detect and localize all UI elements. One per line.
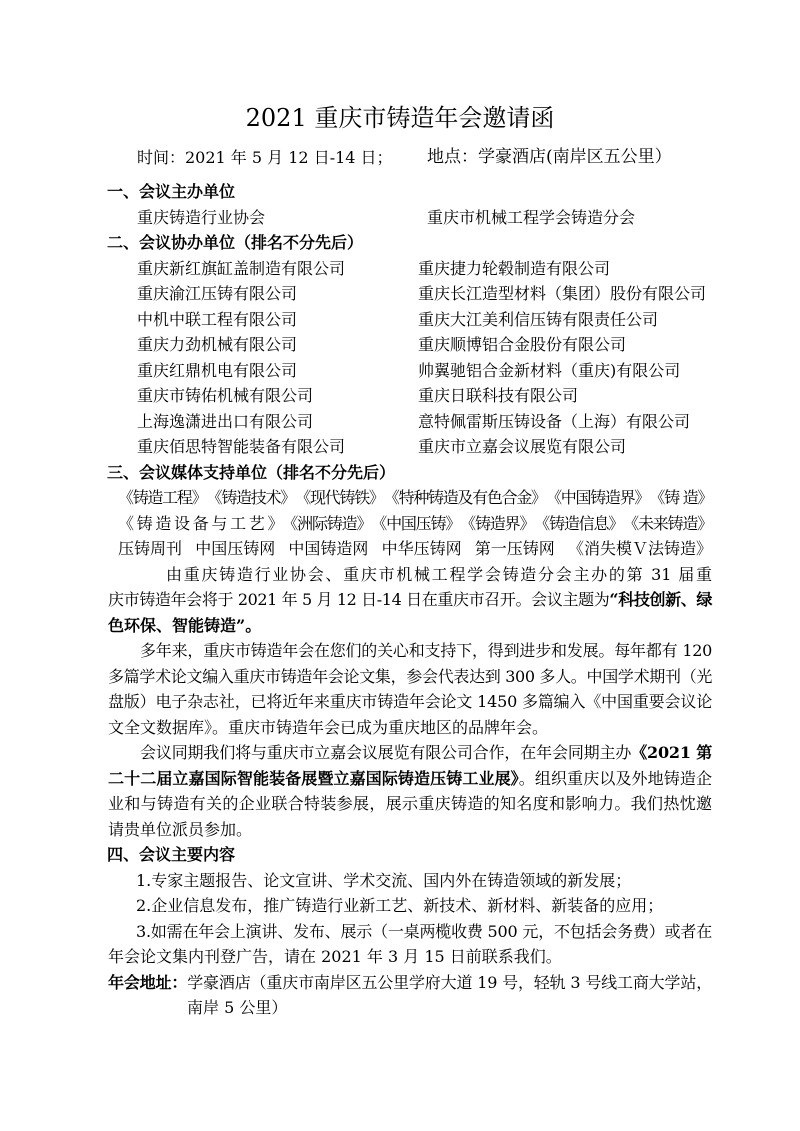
paragraph-line	[108, 791, 712, 817]
media-outlet: 《铸造界》	[460, 513, 535, 533]
agenda-item	[136, 893, 800, 919]
page-title: 2021 重庆市铸造年会邀请函	[245, 104, 555, 132]
paragraph-line	[108, 715, 800, 741]
agenda-item-text: 2.企业信息发布，推广铸造行业新工艺、新技术、新材料、新装备的应用；	[136, 896, 664, 916]
media-outlet: 中国铸造网	[288, 539, 369, 559]
paragraph-line	[108, 766, 712, 792]
co-organizer-name: 重庆红鼎机电有限公司	[137, 360, 298, 380]
paragraph-line	[108, 562, 712, 588]
paragraph-line	[108, 613, 800, 639]
co-organizer-name: 重庆市立嘉会议展览有限公司	[418, 437, 627, 457]
co-organizer-row	[0, 307, 800, 333]
co-organizer-name: 帅翼驰铝合金新材料（重庆)有限公司	[418, 360, 681, 380]
media-outlet: 《中国铸造界》	[546, 488, 649, 508]
paragraph-text: 多篇学术论文编入重庆市铸造年会论文集，参会代表达到 300 多人。中国学术期刊（光	[108, 666, 712, 686]
host-name: 重庆市机械工程学会铸造分会	[427, 207, 636, 227]
paragraph-line	[108, 817, 800, 843]
co-organizer-row	[0, 383, 800, 409]
event-time: 时间：2021 年 5 月 12 日-14 日；	[137, 148, 393, 167]
exhibition-name: 二十二届立嘉国际智能装备展暨立嘉国际铸造压铸工业展》	[108, 768, 519, 788]
co-organizer-row	[0, 409, 800, 435]
paragraph-text: 请贵单位派员参加。	[108, 819, 253, 839]
co-organizer-name: 重庆力劲机械有限公司	[137, 335, 298, 355]
co-organizer-name: 重庆长江造型材料（集团）股份有限公司	[418, 284, 707, 304]
co-organizer-name: 意特佩雷斯压铸设备（上海）有限公司	[418, 411, 691, 431]
agenda-item-text: 1.专家主题报告、论文宣讲、学术交流、国内外在铸造领域的新发展；	[136, 870, 632, 890]
agenda-item-text: 3.如需在年会上演讲、发布、展示（一桌两榄收费 500 元，不包括会务费）或者在	[136, 921, 712, 941]
paragraph-text: 文全文数据库》。重庆市铸造年会已成为重庆地区的品牌年会。	[108, 717, 549, 737]
co-organizer-name: 中机中联工程有限公司	[137, 309, 298, 329]
host-name: 重庆铸造行业协会	[137, 207, 266, 227]
media-outlet: 《铸 造》	[649, 488, 712, 508]
letter-body	[0, 179, 800, 1021]
media-outlet: 《铸造信息》	[534, 513, 624, 533]
co-organizer-name: 重庆顺博铝合金股份有限公司	[418, 335, 627, 355]
conference-theme: 色环保、智能铸造”。	[108, 615, 262, 635]
media-line	[118, 511, 712, 537]
agenda-item-text: 年会论文集内刊登广告，请在 2021 年 3 月 15 日前联系我们。	[108, 947, 562, 967]
media-outlet: 《 铸 造 设 备 与 工 艺 》	[118, 513, 283, 533]
media-line	[118, 536, 712, 562]
exhibition-name: 《2021 第	[631, 743, 712, 763]
media-outlet: 中华压铸网	[381, 539, 462, 559]
section-heading-co-organizers: 二、会议协办单位（排名不分先后）	[107, 233, 364, 253]
conference-theme: “科技创新、绿	[609, 590, 712, 610]
paragraph-text: 由重庆铸造行业协会、重庆市机械工程学会铸造分会主办的第 31 届重	[166, 564, 712, 584]
media-outlet: 《未来铸造》	[623, 513, 712, 533]
agenda-item-continuation	[108, 944, 800, 970]
paragraph-line	[108, 664, 712, 690]
co-organizer-row	[0, 332, 800, 358]
paragraph-line	[108, 689, 712, 715]
event-meta	[0, 145, 800, 170]
paragraph-line	[108, 740, 712, 766]
paragraph-text: 庆市铸造年会将于 2021 年 5 月 12 日-14 日在重庆市召开。会议主题为	[108, 590, 610, 610]
media-outlet: 中国压铸网	[195, 539, 276, 559]
co-organizer-name: 重庆渝江压铸有限公司	[137, 284, 298, 304]
media-outlet: 《现代铸铁》	[295, 488, 384, 508]
media-outlet: 《中国压铸》	[371, 513, 461, 533]
paragraph-text: 。组织重庆以及外地铸造企	[518, 768, 712, 788]
venue-address-text: 南岸 5 公里）	[187, 998, 288, 1018]
media-outlet: 《铸造工程》	[118, 488, 207, 508]
co-organizer-name: 重庆佰思特智能装备有限公司	[137, 437, 346, 457]
co-organizer-row	[0, 256, 800, 282]
venue-address-text: 学豪酒店（重庆市南岸区五公里学府大道 19 号，轻轨 3 号线工商大学站，	[187, 972, 712, 992]
media-outlet: 《特种铸造及有色合金》	[383, 488, 546, 508]
co-organizer-row	[0, 281, 800, 307]
venue-address	[108, 970, 712, 996]
paragraph-line	[108, 638, 712, 664]
co-organizer-row	[0, 434, 800, 460]
co-organizer-name: 重庆市铸佑机械有限公司	[137, 386, 314, 406]
co-organizer-name: 重庆捷力轮毂制造有限公司	[418, 258, 611, 278]
agenda-item	[136, 919, 712, 945]
venue-address-label: 年会地址：	[108, 972, 188, 992]
media-outlet: 第一压铸网	[474, 539, 555, 559]
section-heading-agenda: 四、会议主要内容	[107, 845, 236, 865]
media-outlet: 《消失模Ｖ法铸造》	[567, 539, 712, 559]
venue-address-continuation	[187, 995, 800, 1021]
co-organizer-name: 上海逸潇进出口有限公司	[137, 411, 314, 431]
event-venue: 地点：学豪酒店(南岸区五公里）	[427, 147, 672, 167]
co-organizer-name: 重庆大江美利信压铸有限责任公司	[418, 309, 659, 329]
paragraph-text: 多年来，重庆市铸造年会在您们的关心和支持下，得到进步和发展。每年都有 120	[140, 641, 712, 661]
paragraph-text: 业和与铸造有关的企业联合特装参展，展示重庆铸造的知名度和影响力。我们热忱邀	[108, 794, 712, 814]
co-organizer-name: 重庆日联科技有限公司	[418, 386, 579, 406]
media-outlet: 《铸造技术》	[206, 488, 295, 508]
media-outlet: 压铸周刊	[118, 539, 183, 559]
media-line	[118, 485, 712, 511]
paragraph-text: 盘版）电子杂志社，已将近年来重庆市铸造年会论文 1450 多篇编入《中国重要会议论	[108, 692, 712, 712]
paragraph-line	[108, 587, 712, 613]
co-organizer-name: 重庆新红旗缸盖制造有限公司	[137, 258, 346, 278]
paragraph-text: 会议同期我们将与重庆市立嘉会议展览有限公司合作，在年会同期主办	[140, 743, 632, 763]
agenda-item	[136, 868, 800, 894]
section-heading-media: 三、会议媒体支持单位（排名不分先后）	[107, 462, 396, 482]
host-row	[0, 205, 800, 231]
section-heading-hosts: 一、会议主办单位	[107, 182, 236, 202]
co-organizer-row	[0, 358, 800, 384]
media-outlet: 《洲际铸造》	[282, 513, 372, 533]
